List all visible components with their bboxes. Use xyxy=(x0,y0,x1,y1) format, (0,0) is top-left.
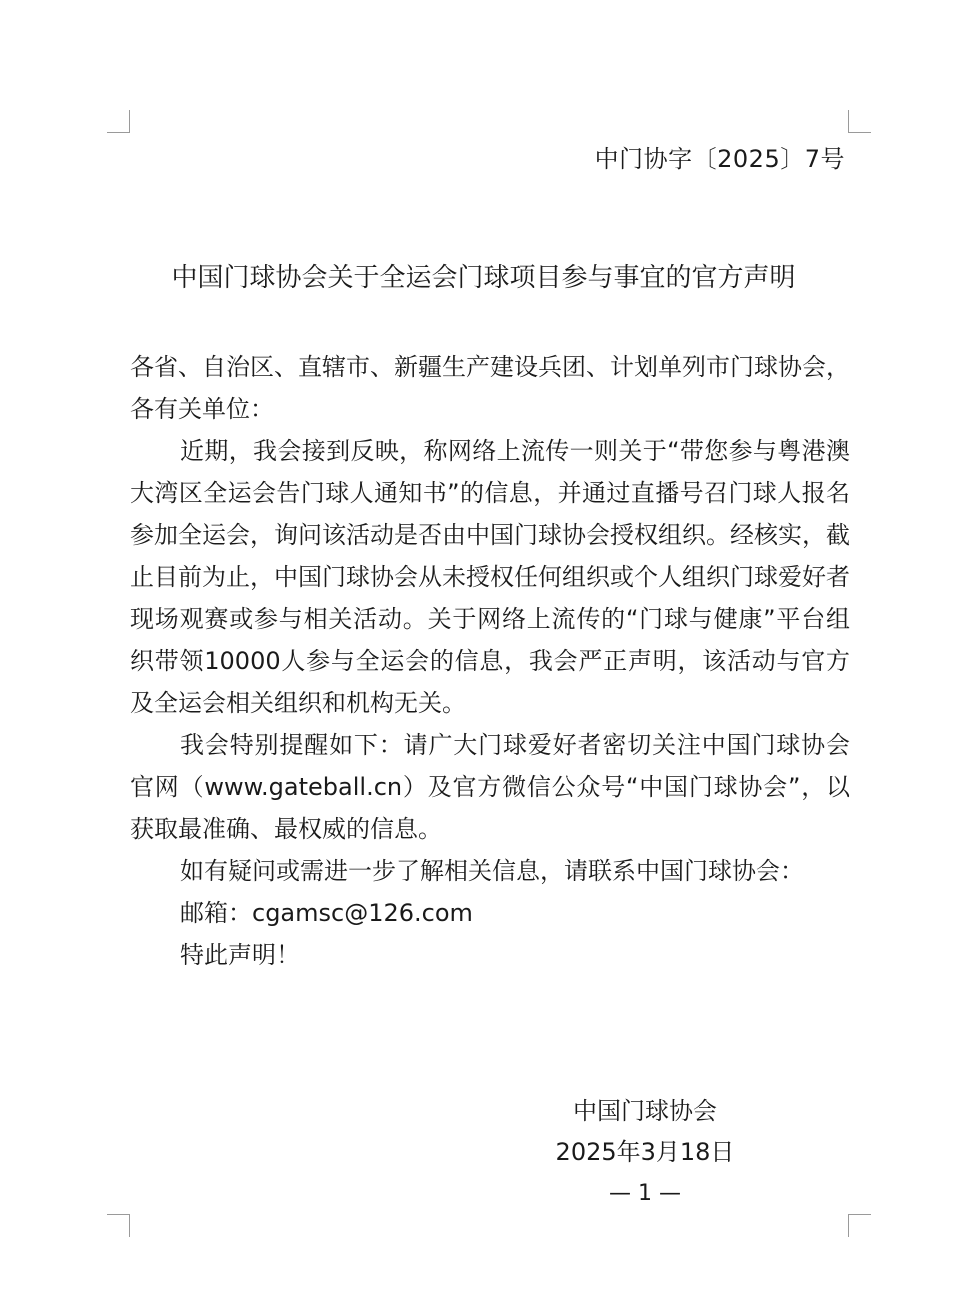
paragraph-contact: 如有疑问或需进一步了解相关信息，请联系中国门球协会： xyxy=(180,857,804,885)
document-body xyxy=(130,346,850,976)
signature-organization: 中国门球协会 xyxy=(573,1097,717,1125)
document-number: 中门协字〔2025〕7号 xyxy=(594,145,845,173)
document-title: 中国门球协会关于全运会门球项目参与事宜的官方声明 xyxy=(171,263,796,293)
salutation: 各省、自治区、直辖市、新疆生产建设兵团、计划单列市门球协会，各有关单位： xyxy=(130,353,850,423)
closing-statement: 特此声明！ xyxy=(180,941,300,969)
paragraph-reminder: 我会特别提醒如下：请广大门球爱好者密切关注中国门球协会官网（www.gateball.cn）及官方微信公众号“中国门球协会”，以获取最准确、最权威的信息。 xyxy=(130,731,850,843)
page-number: — 1 — xyxy=(609,1181,681,1206)
crop-mark-bottom-right xyxy=(848,1214,871,1237)
crop-mark-top-right xyxy=(848,110,871,133)
contact-email: 邮箱：cgamsc@126.com xyxy=(180,899,473,927)
crop-mark-bottom-left xyxy=(107,1214,130,1237)
signature-date: 2025年3月18日 xyxy=(555,1138,735,1166)
paragraph-notice: 近期，我会接到反映，称网络上流传一则关于“带您参与粤港澳大湾区全运会告门球人通知书”的信息，并通过直播号召门球人报名参加全运会，询问该活动是否由中国门球协会授权组织。经核实，截止目前为止，中国门球协会从未授权任何组织或个人组织门球爱好者现场观赛或参与相关活动。关于网络上流传的“门球与健康”平台组织带领10000人参与全运会的信息，我会严正声明，该活动与官方及全运会相关组织和机构无关。 xyxy=(130,437,850,717)
crop-mark-top-left xyxy=(107,110,130,133)
